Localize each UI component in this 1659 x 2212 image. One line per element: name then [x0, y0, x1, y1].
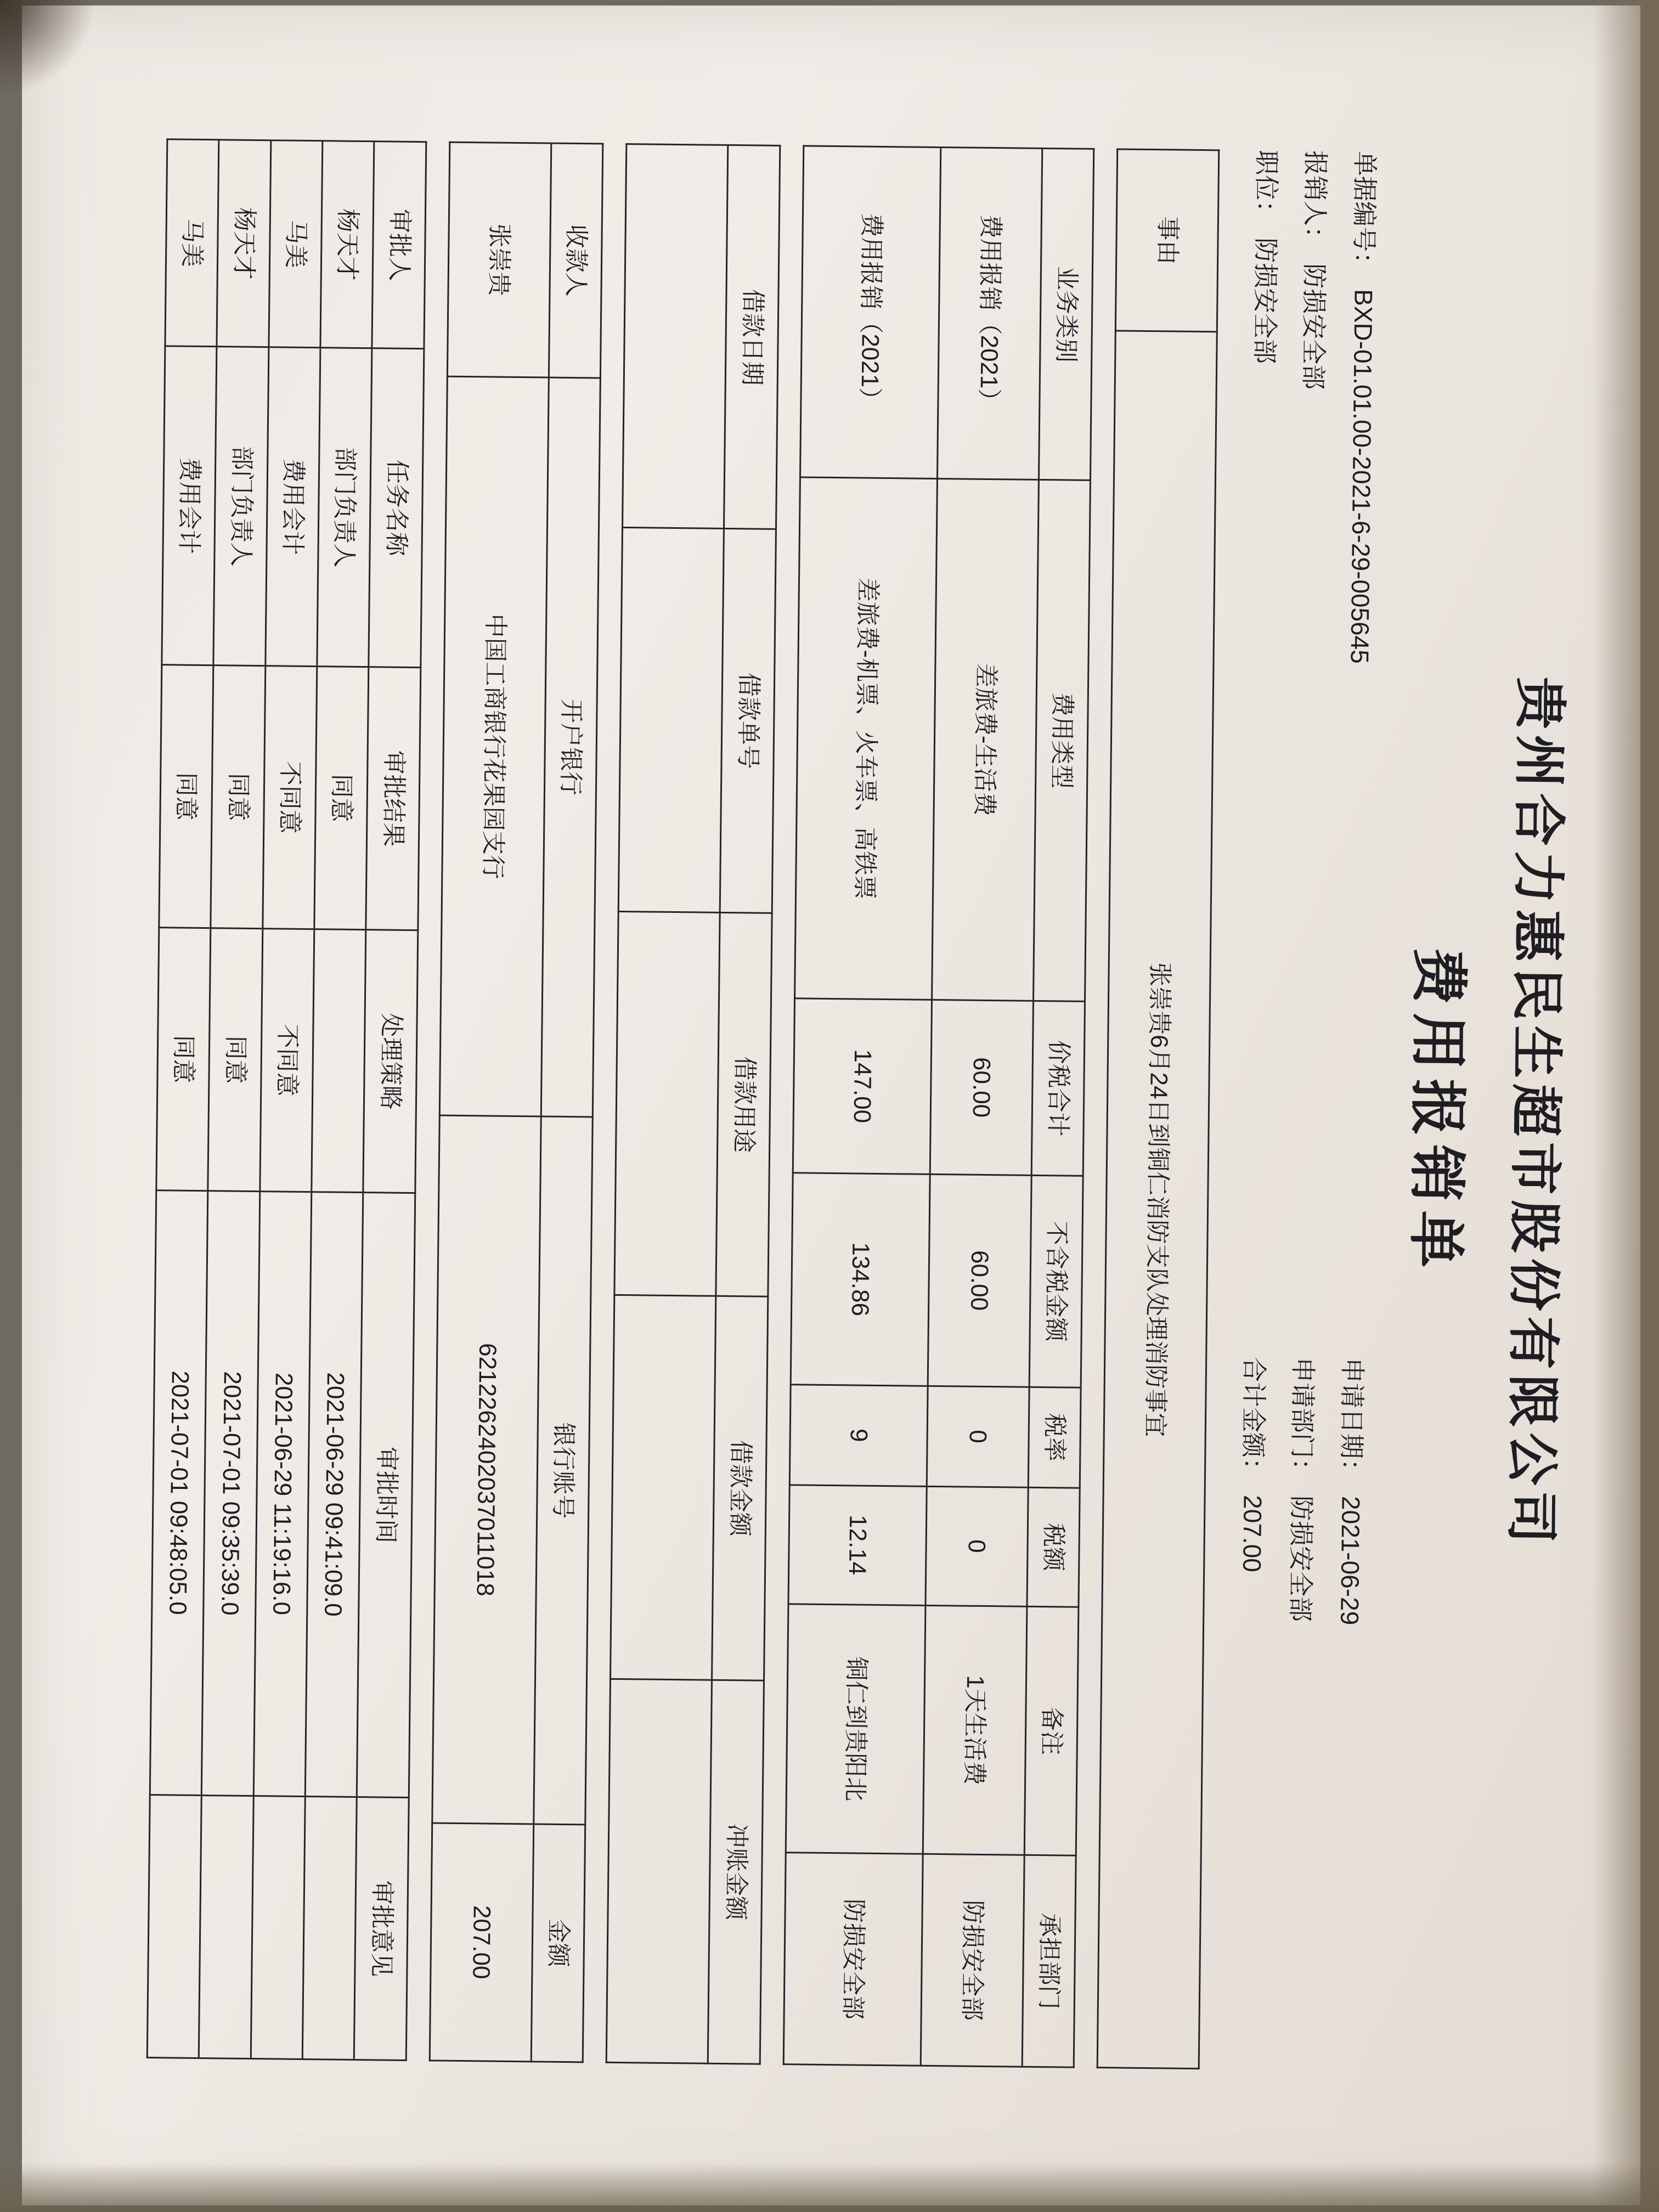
cell-result: 同意 [159, 665, 213, 928]
table-row [921, 147, 1042, 2067]
col-bank: 开户银行 [541, 377, 600, 1118]
cell-approver: 杨天才 [320, 141, 374, 348]
cell-time: 2021-07-01 09:35:39.0 [201, 1191, 259, 1796]
col-loan-purpose: 借款用途 [716, 912, 772, 1296]
cell-task: 部门负责人 [213, 347, 268, 666]
cell-total: 147.00 [793, 998, 932, 1174]
cell-time: 2021-06-29 09:41:09.0 [305, 1192, 363, 1797]
cell-amount: 207.00 [430, 1823, 534, 2062]
cell-opinion [147, 1795, 201, 2058]
col-approval-time: 审批时间 [357, 1193, 415, 1798]
meta-label: 报销人： [1300, 150, 1330, 252]
cell-category: 费用报销（2021） [800, 146, 940, 479]
cell-type: 差旅费-机票、火车票、高铁票 [794, 477, 937, 1000]
paper-sheet [22, 5, 1640, 2205]
cell-payee: 张崇贵 [447, 142, 551, 377]
table-row [783, 146, 941, 2066]
col-policy: 处理策略 [363, 930, 417, 1193]
cell-tax: 12.14 [788, 1485, 927, 1605]
col-untaxed: 不含税金额 [1029, 1175, 1083, 1387]
cell-dept: 防损安全部 [783, 1853, 923, 2066]
col-category: 业务类别 [1039, 148, 1094, 480]
meta-value: 防损安全部 [1299, 263, 1329, 390]
col-loan-amount: 借款金额 [712, 1296, 768, 1680]
cell-total: 60.00 [930, 1000, 1033, 1175]
meta-label: 单据编号： [1349, 150, 1380, 278]
meta-label: 申请部门： [1288, 1357, 1318, 1484]
meta-label: 职位： [1251, 149, 1281, 226]
cell-loan-date [623, 144, 728, 528]
cell-opinion [199, 1796, 253, 2059]
cell-tax: 0 [926, 1486, 1028, 1606]
meta-row-applicant [1281, 150, 1340, 1111]
cell-rate: 0 [927, 1386, 1029, 1487]
cell-opinion [302, 1797, 357, 2060]
col-remark: 备注 [1024, 1606, 1079, 1855]
meta-label: 申请日期： [1336, 1357, 1367, 1485]
loan-table [606, 143, 781, 2065]
table-row [430, 142, 551, 2062]
cell-bank: 中国工商银行花果园支行 [439, 376, 549, 1117]
expense-table [782, 145, 1094, 2068]
col-approval-opinion: 审批意见 [354, 1797, 409, 2061]
meta-value: 2021-06-29 [1335, 1496, 1365, 1626]
col-tax: 税额 [1027, 1487, 1080, 1607]
meta-value: 207.00 [1237, 1494, 1267, 1573]
cell-task: 部门负责人 [317, 348, 372, 667]
cell-result: 同意 [314, 667, 369, 930]
cell-dept: 防损安全部 [921, 1854, 1024, 2067]
col-approval-result: 审批结果 [366, 667, 420, 930]
col-approver: 审批人 [372, 142, 426, 349]
col-total: 价税合计 [1031, 1001, 1085, 1176]
col-payee: 收款人 [549, 143, 603, 378]
meta-value: 防损安全部 [1286, 1495, 1316, 1622]
col-task-name: 任务名称 [369, 348, 424, 668]
cell-approver: 马美 [165, 139, 219, 347]
approval-table [146, 138, 427, 2061]
form-meta [1222, 150, 1390, 2072]
cell-approver: 马美 [269, 140, 323, 348]
meta-value: BXD-01.01.00-2021-6-29-005645 [1345, 289, 1378, 664]
cell-account: 6212262402037011018 [432, 1115, 541, 1824]
col-loan-number: 借款单号 [720, 529, 776, 913]
cell-policy [312, 929, 366, 1193]
cell-time: 2021-06-29 11:19:16.0 [253, 1192, 312, 1797]
cell-loan-amount [611, 1295, 716, 1680]
col-amount: 金额 [531, 1824, 585, 2062]
col-dept: 承担部门 [1022, 1855, 1076, 2067]
cell-result: 同意 [211, 665, 265, 929]
cell-policy: 同意 [156, 928, 211, 1191]
col-rate: 税率 [1028, 1387, 1081, 1488]
cell-time: 2021-07-01 09:48:05.0 [150, 1190, 208, 1796]
reason-table [1097, 148, 1220, 2069]
cell-remark: 铜仁到贵阳北 [786, 1604, 926, 1854]
cell-approver: 杨天才 [217, 140, 270, 347]
meta-row-apply-dept [1271, 1357, 1327, 2071]
cell-policy: 同意 [208, 928, 262, 1192]
payee-table [428, 142, 603, 2063]
reason-label: 事由 [1115, 149, 1218, 332]
meta-label: 合计金额： [1238, 1356, 1268, 1483]
meta-row-apply-date [1320, 1357, 1376, 2071]
cell-opinion [251, 1796, 305, 2059]
meta-value: 防损安全部 [1250, 237, 1280, 364]
col-type: 费用类型 [1033, 479, 1090, 1001]
meta-row-position [1232, 150, 1291, 1110]
cell-rate: 9 [789, 1384, 928, 1486]
cell-type: 差旅费-生活费 [932, 478, 1039, 1000]
cell-remark: 1天生活费 [923, 1605, 1027, 1855]
meta-row-doc-number [1330, 151, 1389, 1111]
page-title: 费用报销单 [1402, 946, 1473, 1277]
col-loan-date: 借款日期 [724, 145, 780, 529]
company-title: 贵州合力惠民生超市股份有限公司 [1500, 676, 1571, 1549]
cell-task: 费用会计 [162, 346, 217, 665]
cell-category: 费用报销（2021） [937, 147, 1042, 479]
cell-result: 不同意 [262, 666, 317, 929]
cell-loan-number [618, 528, 724, 912]
col-offset-amount: 冲账金额 [708, 1680, 764, 2064]
cell-offset-amount [606, 1679, 712, 2063]
expense-reimbursement-form [47, 44, 1616, 2166]
meta-row-total-amount [1222, 1357, 1278, 2070]
table-row [1097, 149, 1219, 2069]
cell-task: 费用会计 [265, 347, 320, 667]
col-account: 银行账号 [534, 1116, 593, 1824]
cell-untaxed: 134.86 [791, 1173, 930, 1386]
cell-policy: 不同意 [259, 929, 314, 1192]
cell-untaxed: 60.00 [928, 1174, 1031, 1387]
reason-text: 张崇贵6月24日到铜仁消防支队处理消防事宜 [1097, 331, 1217, 2069]
table-row [606, 144, 728, 2063]
cell-loan-purpose [614, 911, 720, 1296]
